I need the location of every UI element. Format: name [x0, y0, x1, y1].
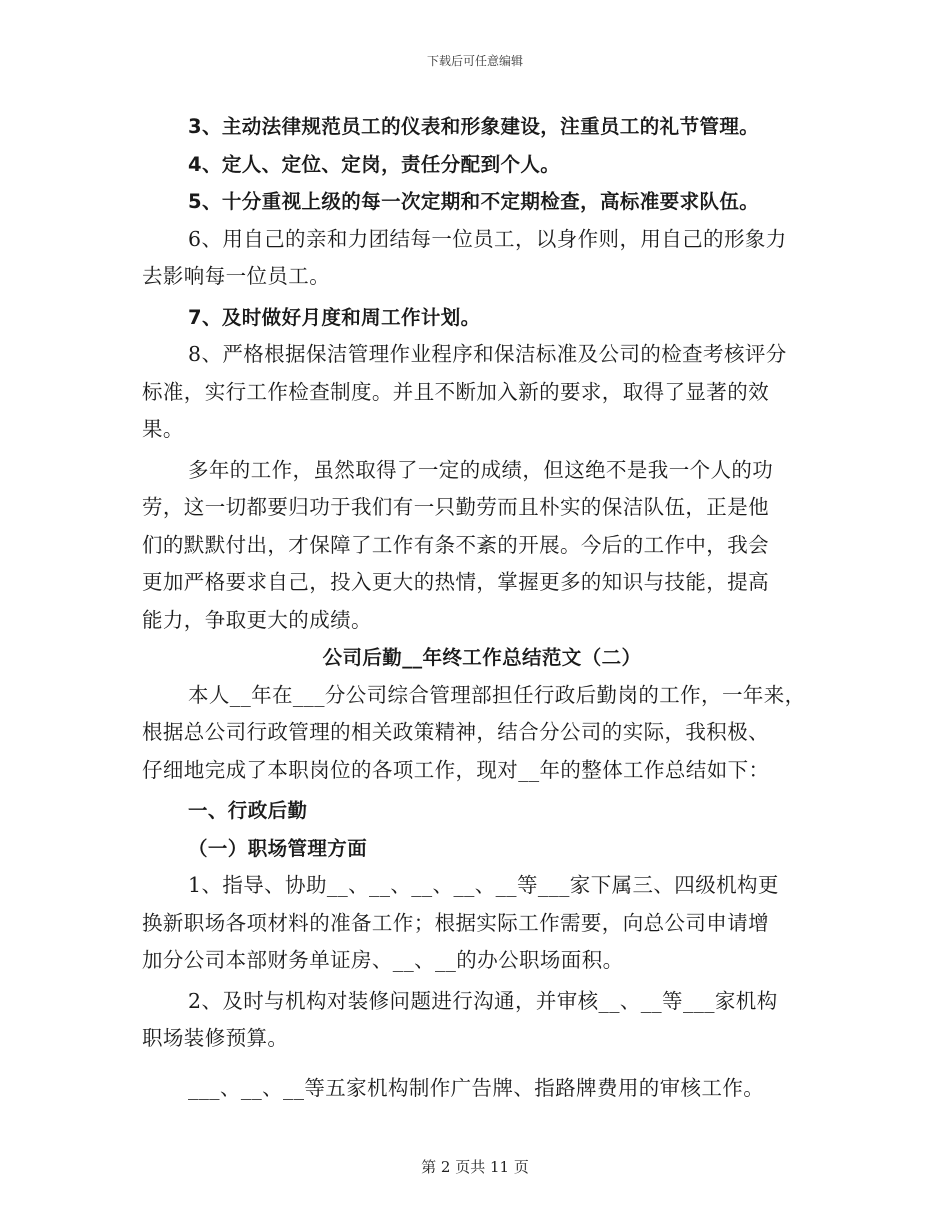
text-line: 们的默默付出，才保障了工作有条不紊的开展。今后的工作中，我会 — [142, 532, 769, 557]
workplace-item-2-paragraph — [142, 983, 822, 1058]
item-4-paragraph — [142, 146, 822, 184]
intro-paragraph — [142, 677, 822, 790]
text-line: 仔细地完成了本职岗位的各项工作，现对__年的整体工作总结如下： — [142, 757, 770, 782]
item-6-paragraph — [142, 221, 822, 296]
text-line: 果。 — [142, 417, 184, 441]
text-line: 根据总公司行政管理的相关政策精神，结合分公司的实际，我积极、 — [142, 720, 769, 744]
text-line: 劳，这一切都要归功于我们有一只勤劳而且朴实的保洁队伍，正是他 — [142, 495, 769, 519]
text-line: 6、用自己的亲和力团结每一位员工，以身作则，用自己的形象力 — [188, 226, 787, 251]
item-8-paragraph — [142, 336, 822, 449]
text-line: 公司后勤__年终工作总结范文（二） — [322, 646, 642, 669]
text-line: 2、及时与机构对装修问题进行沟通，并审核__、__等___家机构 — [188, 988, 778, 1013]
summary-paragraph — [142, 452, 822, 640]
text-line: ___、__、__等五家机构制作广告牌、指路牌费用的审核工作。 — [188, 1075, 765, 1100]
text-line: （一）职场管理方面 — [188, 836, 368, 860]
text-line: 本人__年在___分公司综合管理部担任行政后勤岗的工作，一年来， — [188, 682, 806, 707]
text-line: 去影响每一位员工。 — [142, 264, 331, 288]
text-line: 4、定人、定位、定岗，责任分配到个人。 — [188, 152, 561, 176]
text-line: 更加严格要求自己，投入更大的热情，掌握更多的知识与技能，提高 — [142, 570, 769, 594]
text-line: 7、及时做好月度和周工作计划。 — [188, 305, 481, 329]
heading-level-2 — [142, 830, 822, 868]
page-footer: 第 2 页共 11 页 — [421, 1158, 529, 1176]
text-line: 3、主动法律规范员工的仪表和形象建设，注重员工的礼节管理。 — [188, 115, 760, 138]
text-line: 能力，争取更大的成绩。 — [142, 607, 372, 632]
text-line: 8、严格根据保洁管理作业程序和保洁标准及公司的检查考核评分 — [188, 342, 787, 366]
text-line: 标准，实行工作检查制度。并且不断加入新的要求，取得了显著的效 — [142, 379, 769, 404]
document-body — [142, 108, 822, 1107]
page-header: 下载后可任意编辑 — [426, 54, 523, 68]
text-line: 职场装修预算。 — [142, 1026, 289, 1050]
text-line: 换新职场各项材料的准备工作；根据实际工作需要，向总公司申请增 — [142, 910, 769, 935]
section-title — [142, 639, 822, 677]
text-line: 5、十分重视上级的每一次定期和不定期检查，高标准要求队伍。 — [188, 190, 760, 213]
heading-level-1 — [142, 792, 822, 830]
text-line: 一、行政后勤 — [188, 799, 308, 822]
item-7-paragraph — [142, 299, 822, 337]
text-line: 加分公司本部财务单证房、__、__的办公职场面积。 — [142, 948, 624, 972]
workplace-item-1-paragraph — [142, 867, 822, 980]
item-3-paragraph — [142, 108, 822, 146]
item-5-paragraph — [142, 183, 822, 221]
text-line: 多年的工作，虽然取得了一定的成绩，但这绝不是我一个人的功 — [188, 457, 774, 482]
text-line: 1、指导、协助__、__、__、__、__等___家下属三、四级机构更 — [188, 873, 779, 897]
workplace-item-3-paragraph — [142, 1070, 822, 1108]
